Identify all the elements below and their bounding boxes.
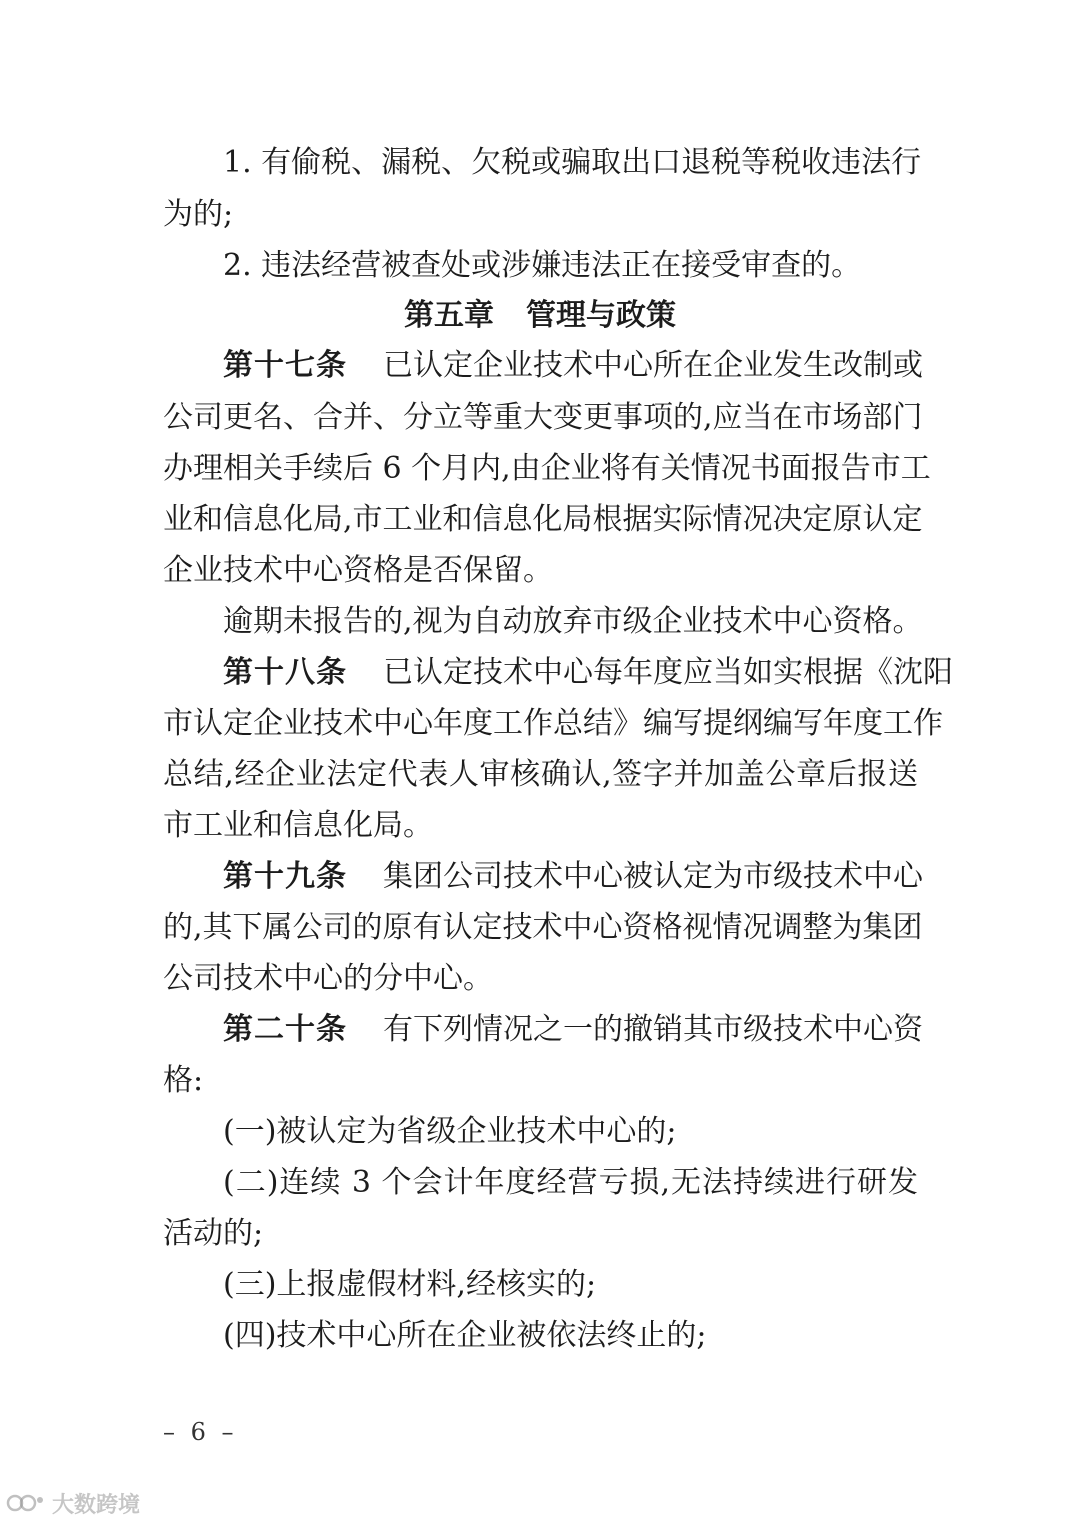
text-line: 办理相关手续后 6 个月内,由企业将有关情况书面报告市工 — [163, 451, 931, 486]
article-20-heading: 第二十条 — [223, 1012, 347, 1047]
watermark-text: 大数跨境 — [52, 1492, 141, 1518]
article-18-heading: 第十八条 — [223, 655, 347, 690]
article-19-first-line — [223, 851, 923, 903]
text-line: 逾期未报告的,视为自动放弃市级企业技术中心资格。 — [223, 604, 923, 639]
text-line: 业和信息化局,市工业和信息化局根据实际情况决定原认定 — [163, 502, 923, 537]
text-line: 已认定企业技术中心所在企业发生改制或 — [383, 348, 923, 383]
list-item: (四)技术中心所在企业被依法终止的; — [223, 1318, 707, 1353]
chapter-number: 第五章 — [404, 298, 494, 333]
text-line: 有下列情况之一的撤销其市级技术中心资 — [383, 1012, 923, 1047]
watermark-logo-icon — [6, 1491, 46, 1515]
article-20-first-line — [223, 1004, 923, 1056]
text-line: 企业技术中心资格是否保留。 — [163, 553, 553, 588]
text-line: 1. 有偷税、漏税、欠税或骗取出口退税等税收违法行 — [223, 145, 922, 180]
text-line: 总结,经企业法定代表人审核确认,签字并加盖公章后报送 — [163, 757, 918, 792]
text-line: 已认定技术中心每年度应当如实根据《沈阳 — [383, 655, 953, 690]
text-line: 2. 违法经营被查处或涉嫌违法正在接受审查的。 — [223, 248, 862, 283]
article-18-first-line — [223, 647, 953, 699]
text-line: 活动的; — [163, 1216, 264, 1251]
text-line: 公司技术中心的分中心。 — [163, 961, 493, 996]
chapter-title: 管理与政策 — [526, 298, 676, 333]
chapter-heading — [0, 290, 1080, 342]
article-19-heading: 第十九条 — [223, 859, 347, 894]
article-17-first-line — [223, 340, 923, 392]
text-line: 为的; — [163, 197, 234, 232]
list-item: (三)上报虚假材料,经核实的; — [223, 1267, 597, 1302]
text-line: 集团公司技术中心被认定为市级技术中心 — [383, 859, 923, 894]
text-line: 公司更名、合并、分立等重大变更事项的,应当在市场部门 — [163, 400, 923, 435]
watermark — [6, 1486, 140, 1520]
text-line: 格: — [163, 1063, 204, 1098]
text-line: 市认定企业技术中心年度工作总结》编写提纲编写年度工作 — [163, 706, 943, 741]
article-17-heading: 第十七条 — [223, 348, 347, 383]
list-item: (一)被认定为省级企业技术中心的; — [223, 1114, 677, 1149]
page-number: – 6 – — [163, 1418, 238, 1446]
text-line: 的,其下属公司的原有认定技术中心资格视情况调整为集团 — [163, 910, 923, 945]
text-line: 市工业和信息化局。 — [163, 808, 433, 843]
list-item: (二)连续 3 个会计年度经营亏损,无法持续进行研发 — [223, 1165, 918, 1200]
